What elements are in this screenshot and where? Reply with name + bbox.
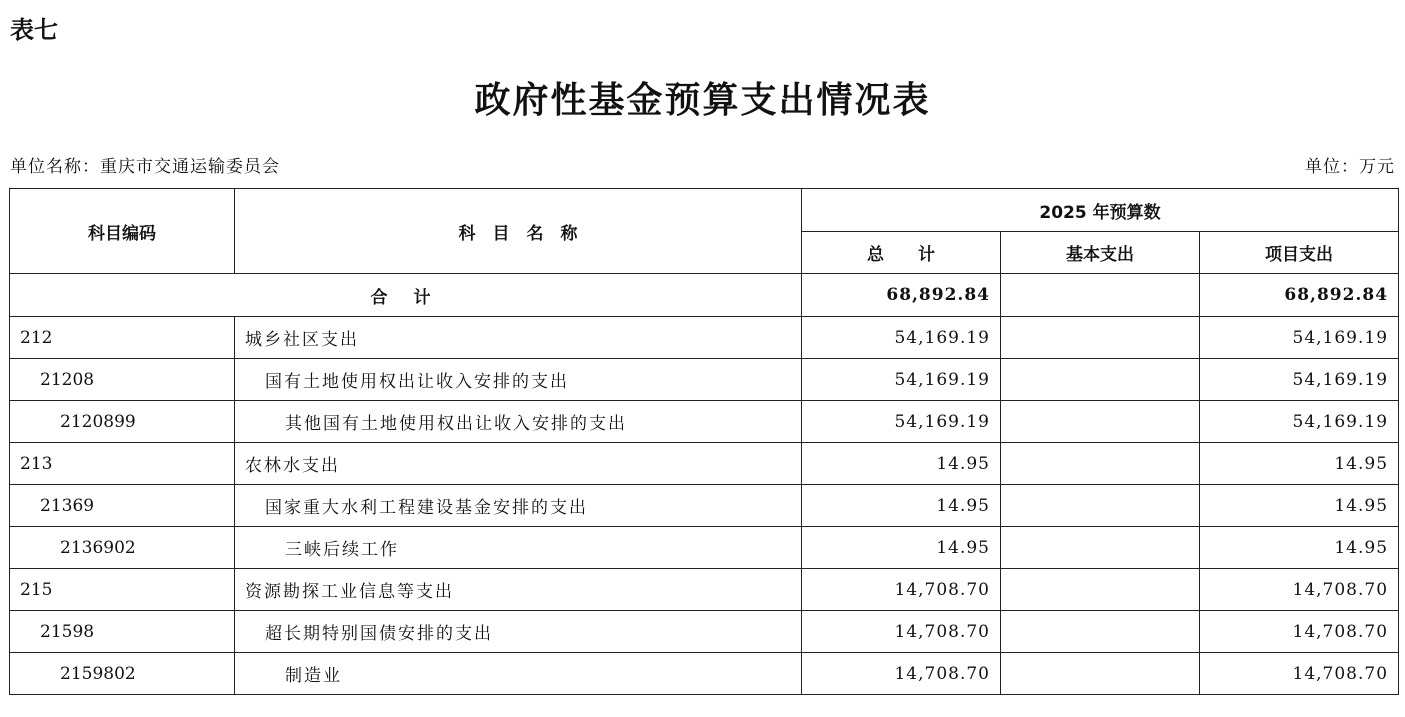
cell-code: 2120899 (10, 401, 235, 443)
cell-code: 21598 (10, 611, 235, 653)
table-row (10, 317, 1399, 359)
column-header-name: 科 目 名 称 (235, 189, 802, 274)
cell-basic (1001, 401, 1200, 443)
column-header-code: 科目编码 (10, 189, 235, 274)
budget-year-label: 年预算数 (1086, 202, 1161, 223)
budget-table (9, 188, 1399, 695)
cell-code: 2136902 (10, 527, 235, 569)
cell-project: 54,169.19 (1200, 359, 1399, 401)
cell-code: 21208 (10, 359, 235, 401)
cell-project: 14,708.70 (1200, 569, 1399, 611)
cell-basic (1001, 527, 1200, 569)
budget-year: 2025 (1039, 202, 1087, 223)
cell-total: 14.95 (802, 485, 1001, 527)
cell-code: 215 (10, 569, 235, 611)
cell-name: 其他国有土地使用权出让收入安排的支出 (235, 401, 802, 443)
cell-code: 213 (10, 443, 235, 485)
cell-project: 54,169.19 (1200, 401, 1399, 443)
cell-project: 14,708.70 (1200, 611, 1399, 653)
cell-basic (1001, 485, 1200, 527)
cell-basic (1001, 611, 1200, 653)
table-row (10, 527, 1399, 569)
cell-name: 国家重大水利工程建设基金安排的支出 (235, 485, 802, 527)
table-row (10, 443, 1399, 485)
cell-basic (1001, 359, 1200, 401)
total-basic (1001, 274, 1200, 317)
cell-name: 城乡社区支出 (235, 317, 802, 359)
cell-total: 14,708.70 (802, 569, 1001, 611)
cell-basic (1001, 317, 1200, 359)
currency-unit-label: 单位：万元 (1305, 157, 1395, 177)
table-row (10, 359, 1399, 401)
cell-name: 国有土地使用权出让收入安排的支出 (235, 359, 802, 401)
column-header-budget (802, 189, 1399, 232)
cell-code: 212 (10, 317, 235, 359)
column-header-basic: 基本支出 (1001, 232, 1200, 274)
cell-code: 21369 (10, 485, 235, 527)
cell-total: 14.95 (802, 443, 1001, 485)
table-row (10, 485, 1399, 527)
total-project: 68,892.84 (1200, 274, 1399, 317)
cell-basic (1001, 653, 1200, 695)
cell-name: 农林水支出 (235, 443, 802, 485)
total-row (10, 274, 1399, 317)
table-row (10, 653, 1399, 695)
table-row (10, 569, 1399, 611)
cell-basic (1001, 569, 1200, 611)
column-header-project: 项目支出 (1200, 232, 1399, 274)
cell-code: 2159802 (10, 653, 235, 695)
cell-total: 14,708.70 (802, 611, 1001, 653)
total-amount: 68,892.84 (802, 274, 1001, 317)
cell-project: 14.95 (1200, 485, 1399, 527)
page-title: 政府性基金预算支出情况表 (474, 79, 931, 121)
cell-project: 54,169.19 (1200, 317, 1399, 359)
cell-name: 超长期特别国债安排的支出 (235, 611, 802, 653)
cell-name: 三峡后续工作 (235, 527, 802, 569)
cell-project: 14.95 (1200, 443, 1399, 485)
cell-basic (1001, 443, 1200, 485)
cell-total: 54,169.19 (802, 401, 1001, 443)
cell-project: 14.95 (1200, 527, 1399, 569)
cell-project: 14,708.70 (1200, 653, 1399, 695)
column-header-total: 总 计 (802, 232, 1001, 274)
cell-total: 54,169.19 (802, 359, 1001, 401)
total-label: 合 计 (10, 274, 802, 317)
unit-name-label: 单位名称：重庆市交通运输委员会 (10, 157, 280, 177)
table-row (10, 401, 1399, 443)
header-row (10, 189, 1399, 232)
cell-total: 54,169.19 (802, 317, 1001, 359)
cell-name: 制造业 (235, 653, 802, 695)
table-number: 表七 (10, 16, 58, 44)
table-row (10, 611, 1399, 653)
cell-total: 14,708.70 (802, 653, 1001, 695)
cell-total: 14.95 (802, 527, 1001, 569)
cell-name: 资源勘探工业信息等支出 (235, 569, 802, 611)
